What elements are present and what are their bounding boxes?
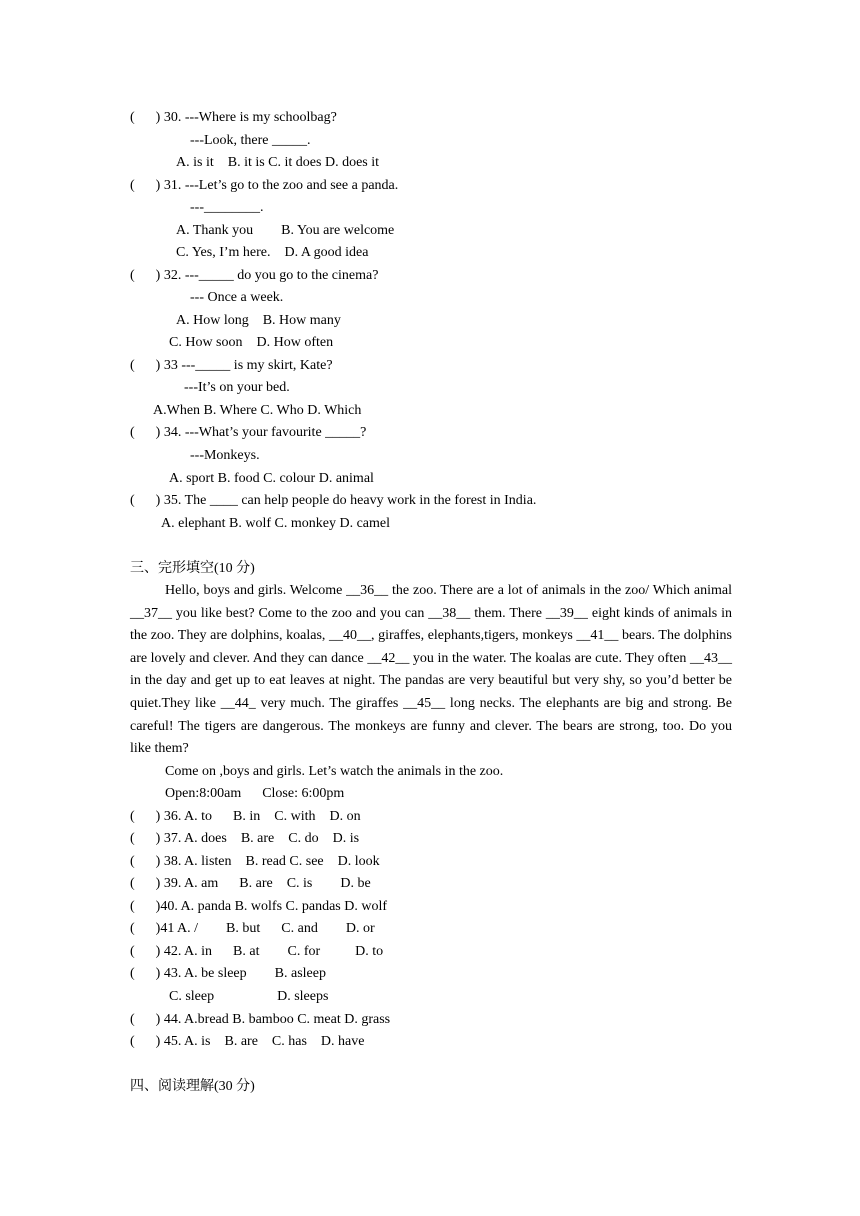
answer-line: ---It’s on your bed. <box>184 380 290 395</box>
question-text: ( ) 33 ---_____ is my skirt, Kate? <box>130 358 333 373</box>
answer-line: ---Look, there _____. <box>190 133 311 148</box>
section-title: 三、完形填空 <box>130 560 214 576</box>
cloze-item: ( ) 44. A.bread B. bamboo C. meat D. grass <box>130 1012 391 1027</box>
cloze-item: ( ) 36. A. to B. in C. with D. on <box>130 809 361 824</box>
cloze-closing: Come on ,boys and girls. Let’s watch the animals in the zoo. <box>165 764 504 779</box>
cloze-passage: Hello, boys and girls. Welcome __36__ the zoo. There are a lot of animals in the zoo/ Which animal __37__ you like best? Come to the zoo and you can __38__ them. There __39__ eight kinds of animals in the zoo. They are dolphins, koalas, __40__, giraffes, elephants,tigers, monkeys __41__ bears. The dolphins are lovely and clever. And they can dance __42__ you in the water. The koalas are cute. They often __43__ in the day and get up to eat leaves at night. The pandas are very beautiful but very shy, so you’d better be quiet.They like __44_ very much. The giraffes __45__ long necks. The elephants are big and strong. Be careful! The tigers are dangerous. The monkeys are funny and clever. The bears are strong, too. Do you like them? <box>130 583 732 757</box>
question-text: ( ) 31. ---Let’s go to the zoo and see a panda. <box>130 178 399 193</box>
zoo-hours: Open:8:00am Close: 6:00pm <box>165 786 345 801</box>
section-title: 四、阅读理解 <box>130 1078 214 1094</box>
options-line: A. elephant B. wolf C. monkey D. camel <box>161 516 391 531</box>
cloze-item: ( ) 37. A. does B. are C. do D. is <box>130 831 360 846</box>
options-line: A.When B. Where C. Who D. Which <box>153 403 362 418</box>
options-line: C. How soon D. How often <box>169 335 334 350</box>
section-score: (10 分) <box>214 561 255 576</box>
section-3-heading <box>130 557 255 581</box>
options-line: C. Yes, I’m here. D. A good idea <box>176 245 369 260</box>
cloze-item: ( ) 39. A. am B. are C. is D. be <box>130 876 371 891</box>
cloze-item: ( ) 38. A. listen B. read C. see D. look <box>130 854 380 869</box>
options-line: A. How long B. How many <box>176 313 341 328</box>
cloze-item: ( )40. A. panda B. wolfs C. pandas D. wolf <box>130 899 388 914</box>
options-line: A. Thank you B. You are welcome <box>176 223 395 238</box>
question-text: ( ) 32. ---_____ do you go to the cinema? <box>130 268 379 283</box>
question-text: ( ) 34. ---What’s your favourite _____? <box>130 425 367 440</box>
cloze-item-continued: C. sleep D. sleeps <box>169 989 329 1004</box>
question-text: ( ) 35. The ____ can help people do heavy work in the forest in India. <box>130 493 537 508</box>
answer-line: --- Once a week. <box>190 290 284 305</box>
cloze-item: ( ) 43. A. be sleep B. asleep <box>130 966 326 981</box>
section-score: (30 分) <box>214 1079 255 1094</box>
answer-line: ---Monkeys. <box>190 448 260 463</box>
answer-line: ---________. <box>190 200 264 215</box>
cloze-item: ( ) 42. A. in B. at C. for D. to <box>130 944 384 959</box>
cloze-item: ( ) 45. A. is B. are C. has D. have <box>130 1034 365 1049</box>
options-line: A. sport B. food C. colour D. animal <box>169 471 374 486</box>
options-line: A. is it B. it is C. it does D. does it <box>176 155 380 170</box>
section-4-heading <box>130 1075 255 1099</box>
cloze-item: ( )41 A. / B. but C. and D. or <box>130 921 375 936</box>
question-text: ( ) 30. ---Where is my schoolbag? <box>130 110 337 125</box>
